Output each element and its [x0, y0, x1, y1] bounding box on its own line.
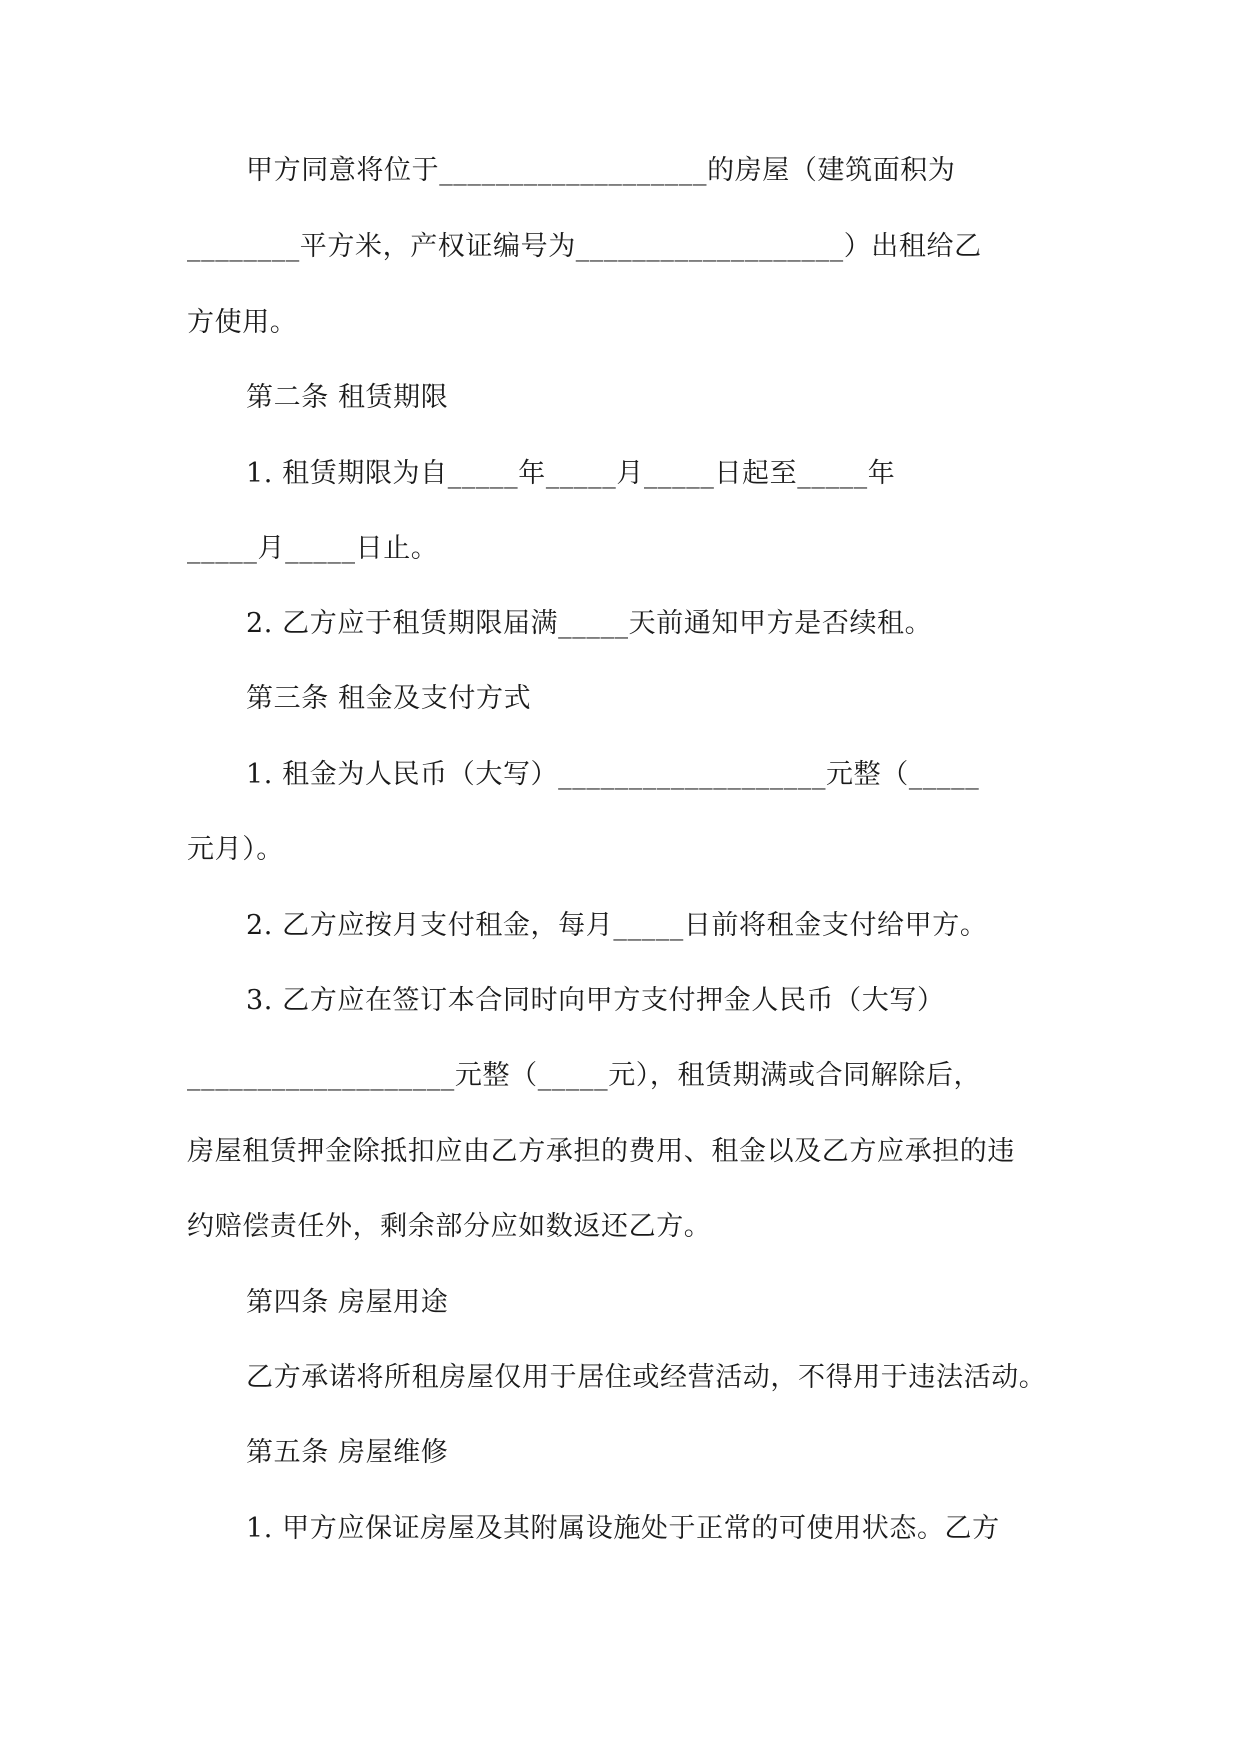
clause-line: 约赔偿责任外，剩余部分应如数返还乙方。: [187, 1211, 712, 1242]
clause-line: 2. 乙方应按月支付租金，每月_____日前将租金支付给甲方。: [246, 910, 988, 941]
clause-line: 2. 乙方应于租赁期限届满_____天前通知甲方是否续租。: [246, 608, 933, 639]
section-heading: 第三条 租金及支付方式: [246, 683, 532, 714]
paragraph-line: 方使用。: [187, 307, 298, 338]
clause-line: ___________________元整（_____元），租赁期满或合同解除后，: [187, 1060, 982, 1091]
clause-line: 元月）。: [187, 834, 284, 865]
clause-line: 房屋租赁押金除抵扣应由乙方承担的费用、租金以及乙方应承担的违: [187, 1136, 1015, 1167]
section-heading: 第二条 租赁期限: [246, 382, 449, 413]
clause-line: 3. 乙方应在签订本合同时向甲方支付押金人民币（大写）: [246, 985, 945, 1016]
paragraph-line: 甲方同意将位于___________________的房屋（建筑面积为: [246, 155, 956, 186]
paragraph-line: 乙方承诺将所租房屋仅用于居住或经营活动，不得用于违法活动。: [246, 1362, 1047, 1393]
clause-line: 1. 租金为人民币（大写）___________________元整（_____: [246, 759, 980, 790]
section-heading: 第五条 房屋维修: [246, 1437, 449, 1468]
section-heading: 第四条 房屋用途: [246, 1287, 449, 1318]
clause-line: 1. 租赁期限为自_____年_____月_____日起至_____年: [246, 458, 896, 489]
clause-line: _____月_____日止。: [187, 533, 439, 564]
clause-line: 1. 甲方应保证房屋及其附属设施处于正常的可使用状态。乙方: [246, 1513, 1000, 1544]
paragraph-line: ________平方米，产权证编号为___________________）出租给乙: [187, 231, 982, 262]
